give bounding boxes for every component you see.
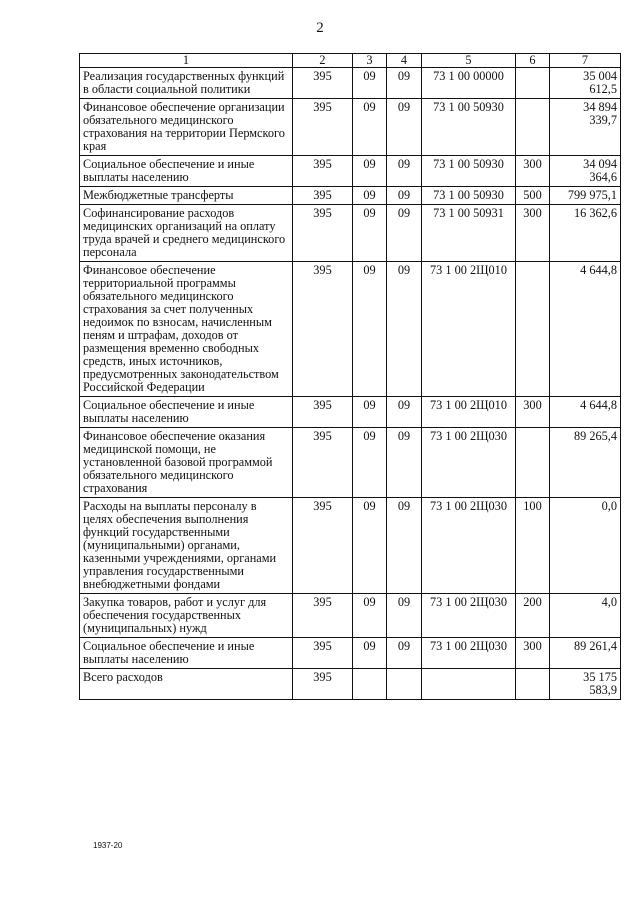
row-name: Всего расходов [80,669,293,700]
cell-section: 09 [353,205,387,262]
cell-target: 73 1 00 50930 [422,156,516,187]
row-name: Финансовое обеспечение организации обязательного медицинского страхования на территории Пермского края [80,99,293,156]
row-name: Финансовое обеспечение оказания медицинской помощи, не установленной базовой программой обязательного медицинского страхования [80,428,293,498]
cell-code: 395 [293,187,353,205]
cell-amount: 4 644,8 [550,397,621,428]
cell-code: 395 [293,68,353,99]
cell-expense-type: 300 [516,638,550,669]
cell-code: 395 [293,99,353,156]
table-header [80,54,621,68]
table-row [80,68,621,99]
cell-code: 395 [293,669,353,700]
cell-expense-type [516,99,550,156]
row-name: Реализация государственных функций в области социальной политики [80,68,293,99]
cell-amount: 4 644,8 [550,262,621,397]
cell-code: 395 [293,262,353,397]
table-row [80,669,621,700]
cell-section: 09 [353,262,387,397]
cell-subsection: 09 [387,187,422,205]
cell-section: 09 [353,99,387,156]
table-body [80,68,621,700]
cell-code: 395 [293,428,353,498]
cell-subsection: 09 [387,428,422,498]
cell-code: 395 [293,498,353,594]
cell-expense-type: 300 [516,156,550,187]
cell-amount: 35 175 583,9 [550,669,621,700]
row-name: Расходы на выплаты персоналу в целях обеспечения выполнения функций государственными (муниципальными) органами, казенными учреждениями, органами управления государственными внебюджетными фондами [80,498,293,594]
table-row [80,594,621,638]
table-row [80,498,621,594]
row-name: Софинансирование расходов медицинских организаций на оплату труда врачей и среднего медицинского персонала [80,205,293,262]
budget-table [79,53,621,700]
cell-expense-type [516,669,550,700]
row-name: Социальное обеспечение и иные выплаты населению [80,397,293,428]
cell-subsection: 09 [387,205,422,262]
header-row [80,54,621,68]
cell-expense-type: 500 [516,187,550,205]
cell-expense-type: 300 [516,205,550,262]
cell-code: 395 [293,638,353,669]
cell-expense-type: 100 [516,498,550,594]
cell-expense-type: 200 [516,594,550,638]
cell-amount: 799 975,1 [550,187,621,205]
column-header: 2 [293,54,353,68]
cell-target: 73 1 00 50930 [422,187,516,205]
cell-amount: 0,0 [550,498,621,594]
cell-amount: 16 362,6 [550,205,621,262]
cell-section: 09 [353,187,387,205]
cell-subsection: 09 [387,262,422,397]
cell-subsection: 09 [387,68,422,99]
cell-target [422,669,516,700]
cell-section: 09 [353,428,387,498]
cell-code: 395 [293,397,353,428]
row-name: Межбюджетные трансферты [80,187,293,205]
cell-subsection: 09 [387,99,422,156]
cell-target: 73 1 00 2Щ030 [422,638,516,669]
row-name: Закупка товаров, работ и услуг для обеспечения государственных (муниципальных) нужд [80,594,293,638]
table-row [80,638,621,669]
cell-expense-type [516,428,550,498]
cell-amount: 89 261,4 [550,638,621,669]
cell-target: 73 1 00 50930 [422,99,516,156]
cell-section: 09 [353,638,387,669]
cell-subsection: 09 [387,498,422,594]
cell-code: 395 [293,594,353,638]
cell-target: 73 1 00 00000 [422,68,516,99]
cell-target: 73 1 00 2Щ030 [422,498,516,594]
table-row [80,205,621,262]
cell-section: 09 [353,68,387,99]
cell-expense-type: 300 [516,397,550,428]
cell-amount: 89 265,4 [550,428,621,498]
cell-section: 09 [353,498,387,594]
cell-subsection: 09 [387,638,422,669]
cell-subsection [387,669,422,700]
cell-subsection: 09 [387,397,422,428]
column-header: 4 [387,54,422,68]
document-code: 1937-20 [93,841,123,850]
column-header: 1 [80,54,293,68]
cell-amount: 35 004 612,5 [550,68,621,99]
table-row [80,428,621,498]
cell-target: 73 1 00 50931 [422,205,516,262]
cell-expense-type [516,68,550,99]
cell-section: 09 [353,397,387,428]
page-number: 2 [316,20,324,36]
cell-target: 73 1 00 2Щ010 [422,262,516,397]
cell-code: 395 [293,156,353,187]
column-header: 6 [516,54,550,68]
cell-section [353,669,387,700]
row-name: Социальное обеспечение и иные выплаты населению [80,156,293,187]
table-row [80,397,621,428]
cell-subsection: 09 [387,594,422,638]
cell-code: 395 [293,205,353,262]
cell-expense-type [516,262,550,397]
row-name: Социальное обеспечение и иные выплаты населению [80,638,293,669]
cell-section: 09 [353,594,387,638]
cell-target: 73 1 00 2Щ030 [422,428,516,498]
cell-amount: 34 094 364,6 [550,156,621,187]
cell-subsection: 09 [387,156,422,187]
cell-section: 09 [353,156,387,187]
column-header: 3 [353,54,387,68]
cell-amount: 4,0 [550,594,621,638]
table-row [80,262,621,397]
cell-amount: 34 894 339,7 [550,99,621,156]
cell-target: 73 1 00 2Щ030 [422,594,516,638]
cell-target: 73 1 00 2Щ010 [422,397,516,428]
table-row [80,99,621,156]
table-row [80,187,621,205]
column-header: 7 [550,54,621,68]
row-name: Финансовое обеспечение территориальной программы обязательного медицинского страхования за счет полученных недоимок по взносам, начисленным пеням и штрафам, доходов от размещения временно свободных средств, иных источников, предусмотренных законодательством Российской Федерации [80,262,293,397]
column-header: 5 [422,54,516,68]
table-row [80,156,621,187]
